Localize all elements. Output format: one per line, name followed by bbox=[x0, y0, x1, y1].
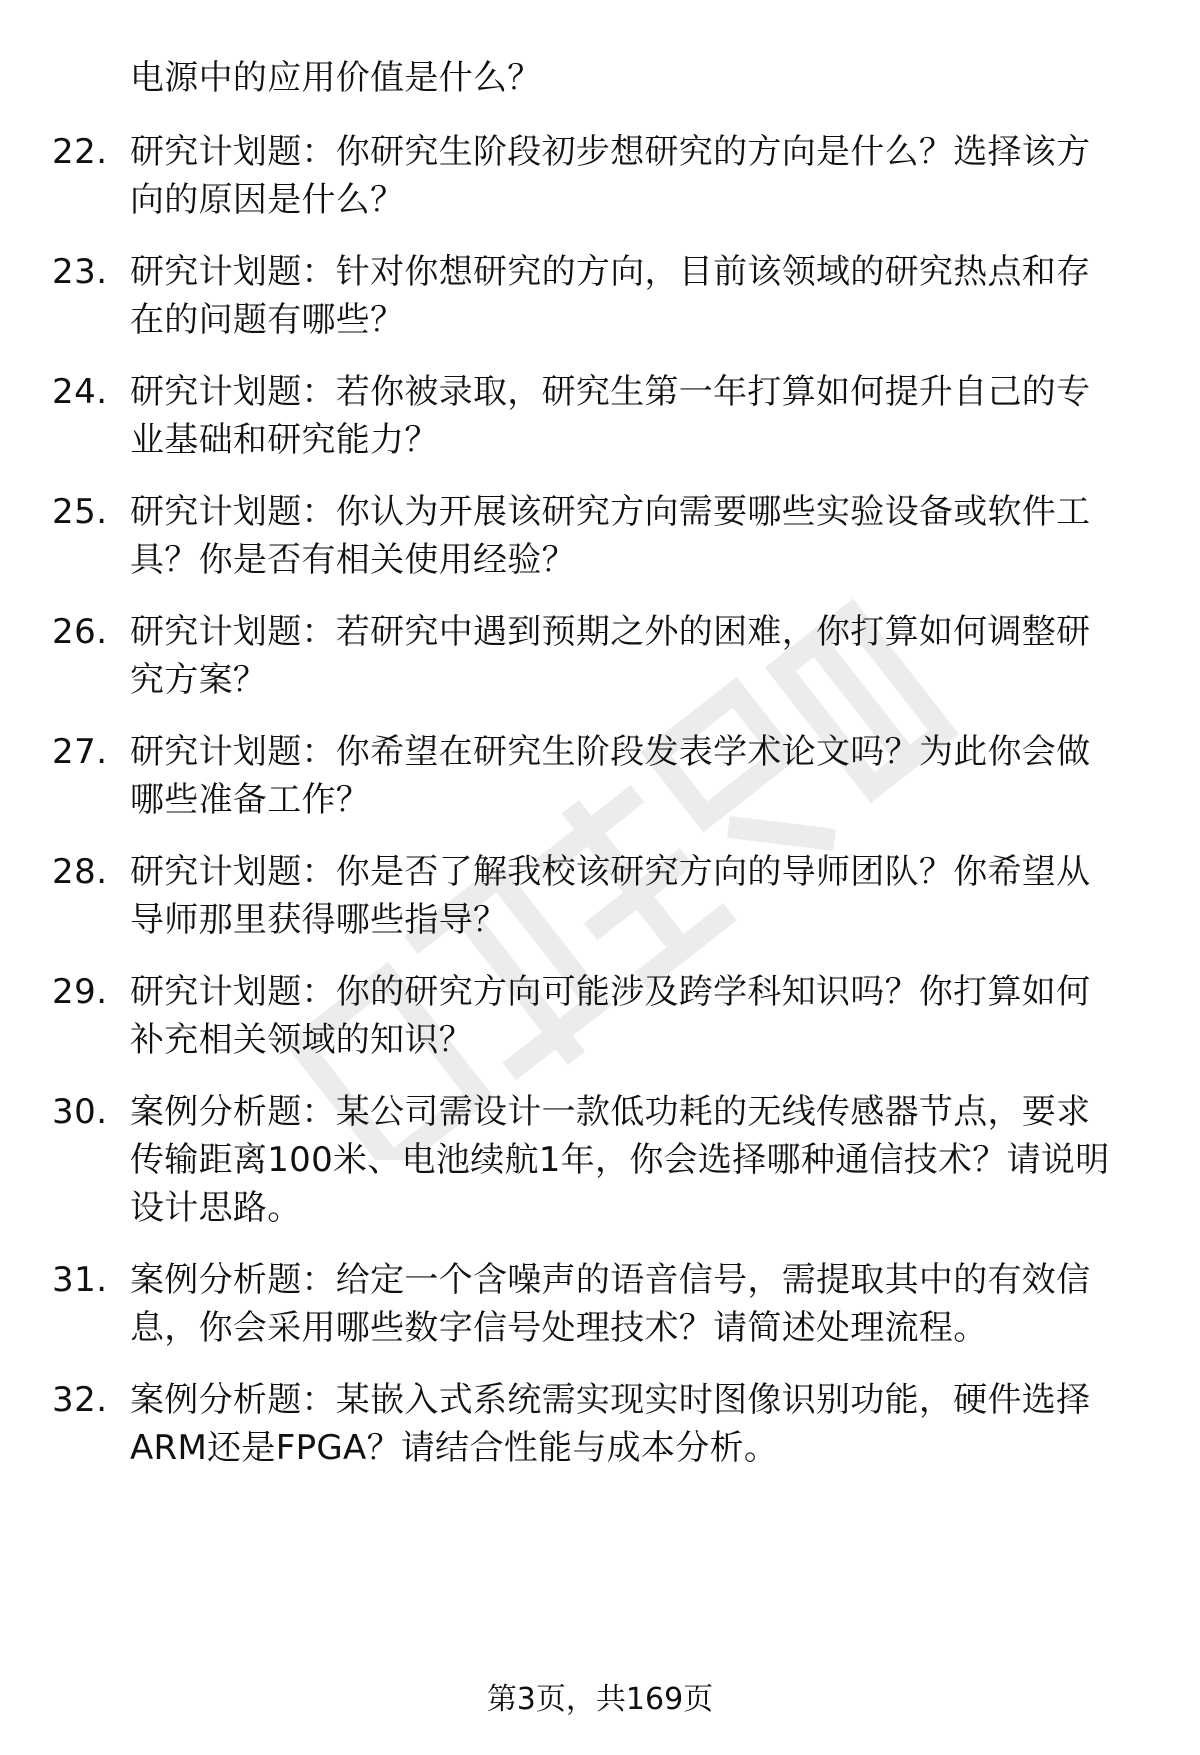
item-number: 32. bbox=[52, 1380, 108, 1420]
item-text-line: 案例分析题：给定一个含噪声的语音信号，需提取其中的有效信 bbox=[130, 1260, 1091, 1300]
item-number: 28. bbox=[52, 852, 108, 892]
item-number: 25. bbox=[52, 492, 108, 532]
item-number: 22. bbox=[52, 132, 108, 172]
item-text-line: 研究计划题：你是否了解我校该研究方向的导师团队？你希望从 bbox=[130, 852, 1091, 892]
item-number: 30. bbox=[52, 1092, 108, 1132]
item-text-line: 案例分析题：某嵌入式系统需实现实时图像识别功能，硬件选择 bbox=[130, 1380, 1091, 1420]
item-text-line: 研究计划题：你的研究方向可能涉及跨学科知识吗？你打算如何 bbox=[130, 972, 1091, 1012]
item-text-line: 案例分析题：某公司需设计一款低功耗的无线传感器节点，要求 bbox=[130, 1092, 1091, 1132]
item-text-line: 向的原因是什么？ bbox=[130, 180, 405, 220]
item-text-line: 研究计划题：你希望在研究生阶段发表学术论文吗？为此你会做 bbox=[130, 732, 1091, 772]
item-text-line: 研究计划题：你认为开展该研究方向需要哪些实验设备或软件工 bbox=[130, 492, 1091, 532]
item-number: 31. bbox=[52, 1260, 108, 1300]
item-text-line: 研究计划题：若研究中遇到预期之外的困难，你打算如何调整研 bbox=[130, 612, 1091, 652]
item-number: 23. bbox=[52, 252, 108, 292]
item-number: 26. bbox=[52, 612, 108, 652]
item-text-line: 导师那里获得哪些指导？ bbox=[130, 900, 508, 940]
item-text-line: 在的问题有哪些？ bbox=[130, 300, 405, 340]
item-text-line: 设计思路。 bbox=[130, 1188, 302, 1228]
item-text-line: ARM还是FPGA？请结合性能与成本分析。 bbox=[130, 1428, 779, 1468]
item-text-line: 研究计划题：针对你想研究的方向，目前该领域的研究热点和存 bbox=[130, 252, 1091, 292]
page-number-footer: 第3页，共169页 bbox=[486, 1682, 714, 1717]
continuation-line: 电源中的应用价值是什么？ bbox=[130, 58, 542, 98]
item-text-line: 具？你是否有相关使用经验？ bbox=[130, 540, 576, 580]
item-number: 27. bbox=[52, 732, 108, 772]
item-text-line: 业基础和研究能力？ bbox=[130, 420, 439, 460]
item-text-line: 补充相关领域的知识？ bbox=[130, 1020, 473, 1060]
item-text-line: 息，你会采用哪些数字信号处理技术？请简述处理流程。 bbox=[130, 1308, 988, 1348]
item-text-line: 传输距离100米、电池续航1年，你会选择哪种通信技术？请说明 bbox=[130, 1140, 1110, 1180]
item-text-line: 研究计划题：若你被录取，研究生第一年打算如何提升自己的专 bbox=[130, 372, 1091, 412]
item-text-line: 哪些准备工作？ bbox=[130, 780, 371, 820]
item-text-line: 研究计划题：你研究生阶段初步想研究的方向是什么？选择该方 bbox=[130, 132, 1091, 172]
item-text-line: 究方案？ bbox=[130, 660, 268, 700]
item-number: 29. bbox=[52, 972, 108, 1012]
item-number: 24. bbox=[52, 372, 108, 412]
